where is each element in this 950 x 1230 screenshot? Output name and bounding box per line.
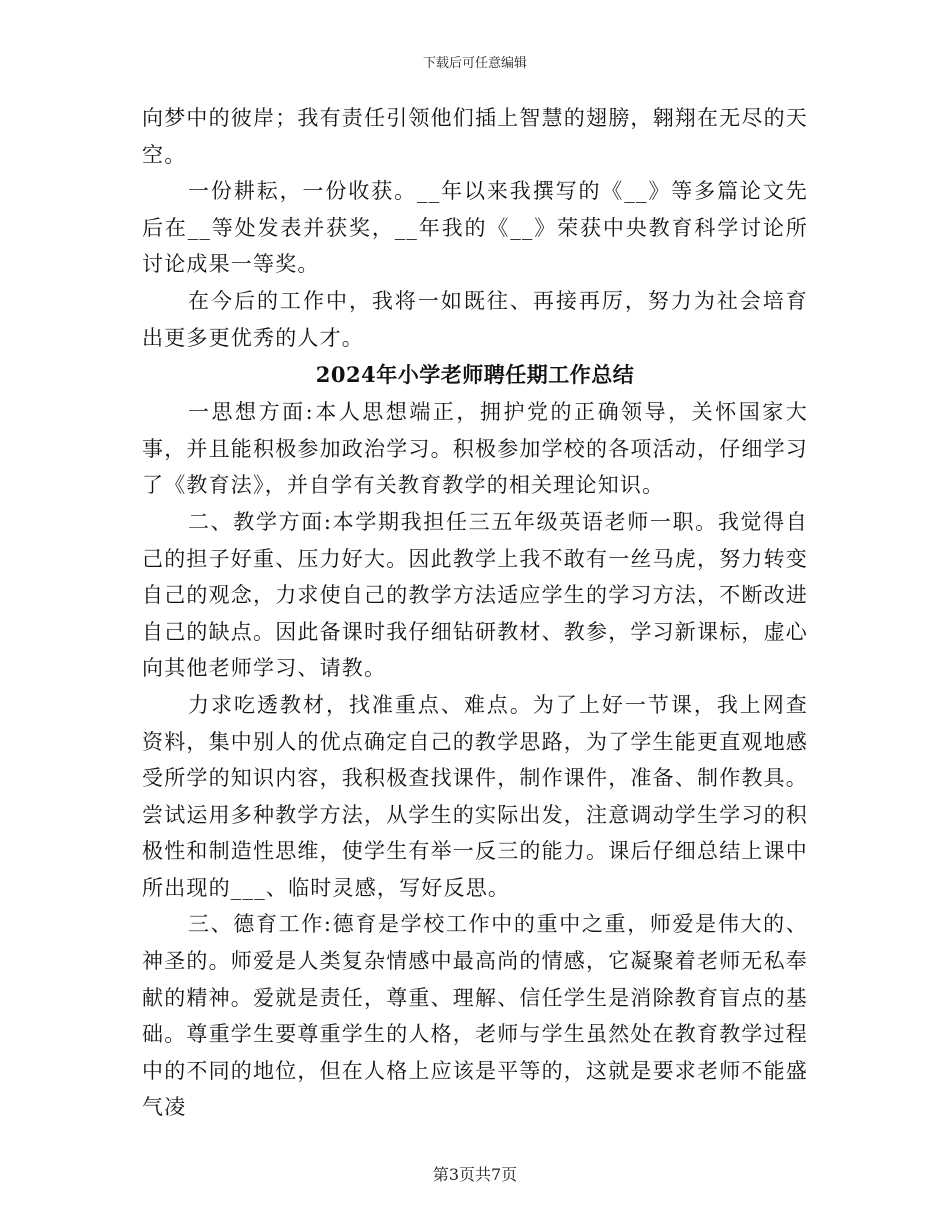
section-title: 2024年小学老师聘任期工作总结	[315, 362, 635, 388]
paragraph-thought: 一思想方面:本人思想端正，拥护党的正确领导，关怀国家大事，并且能积极参加政治学习。积极参加学校的各项活动，仔细学习了《教育法》，并自学有关教育教学的相关理论知识。	[142, 400, 808, 498]
paragraph-teaching: 二、教学方面:本学期我担任三五年级英语老师一职。我觉得自己的担子好重、压力好大。因此教学上我不敢有一丝马虎，努力转变自己的观念，力求使自己的教学方法适应学生的学习方法，不断改进自己的缺点。因此备课时我仔细钻研教材、教参，学习新课标，虚心向其他老师学习、请教。	[142, 509, 808, 681]
paragraph-harvest: 一份耕耘，一份收获。__年以来我撰写的《__》等多篇论文先后在__等处发表并获奖，__年我的《__》荣获中央教育科学讨论所讨论成果一等奖。	[142, 179, 808, 277]
paragraph-future: 在今后的工作中，我将一如既往、再接再厉，努力为社会培育出更多更优秀的人才。	[142, 288, 808, 350]
paragraph-moral-education: 三、德育工作:德育是学校工作中的重中之重，师爱是伟大的、神圣的。师爱是人类复杂情感中最高尚的情感，它凝聚着老师无私奉献的精神。爱就是责任，尊重、理解、信任学生是消除教育盲点的基础。尊重学生要尊重学生的人格，老师与学生虽然处在教育教学过程中的不同的地位，但在人格上应该是平等的，这就是要求老师不能盛气凌	[142, 912, 808, 1120]
paragraph-continuation: 向梦中的彼岸；我有责任引领他们插上智慧的翅膀，翱翔在无尽的天空。	[142, 106, 808, 167]
document-body	[142, 100, 808, 1126]
paragraph-materials: 力求吃透教材，找准重点、难点。为了上好一节课，我上网查资料，集中别人的优点确定自己的教学思路，为了学生能更直观地感受所学的知识内容，我积极查找课件，制作课件，准备、制作教具。尝试运用多种教学方法，从学生的实际出发，注意调动学生学习的积极性和制造性思维，使学生有举一反三的能力。课后仔细总结上课中所出现的___、临时灵感，写好反思。	[142, 692, 808, 900]
header-note: 下载后可任意编辑	[422, 56, 527, 71]
page-number: 第3页共7页	[432, 1165, 518, 1184]
